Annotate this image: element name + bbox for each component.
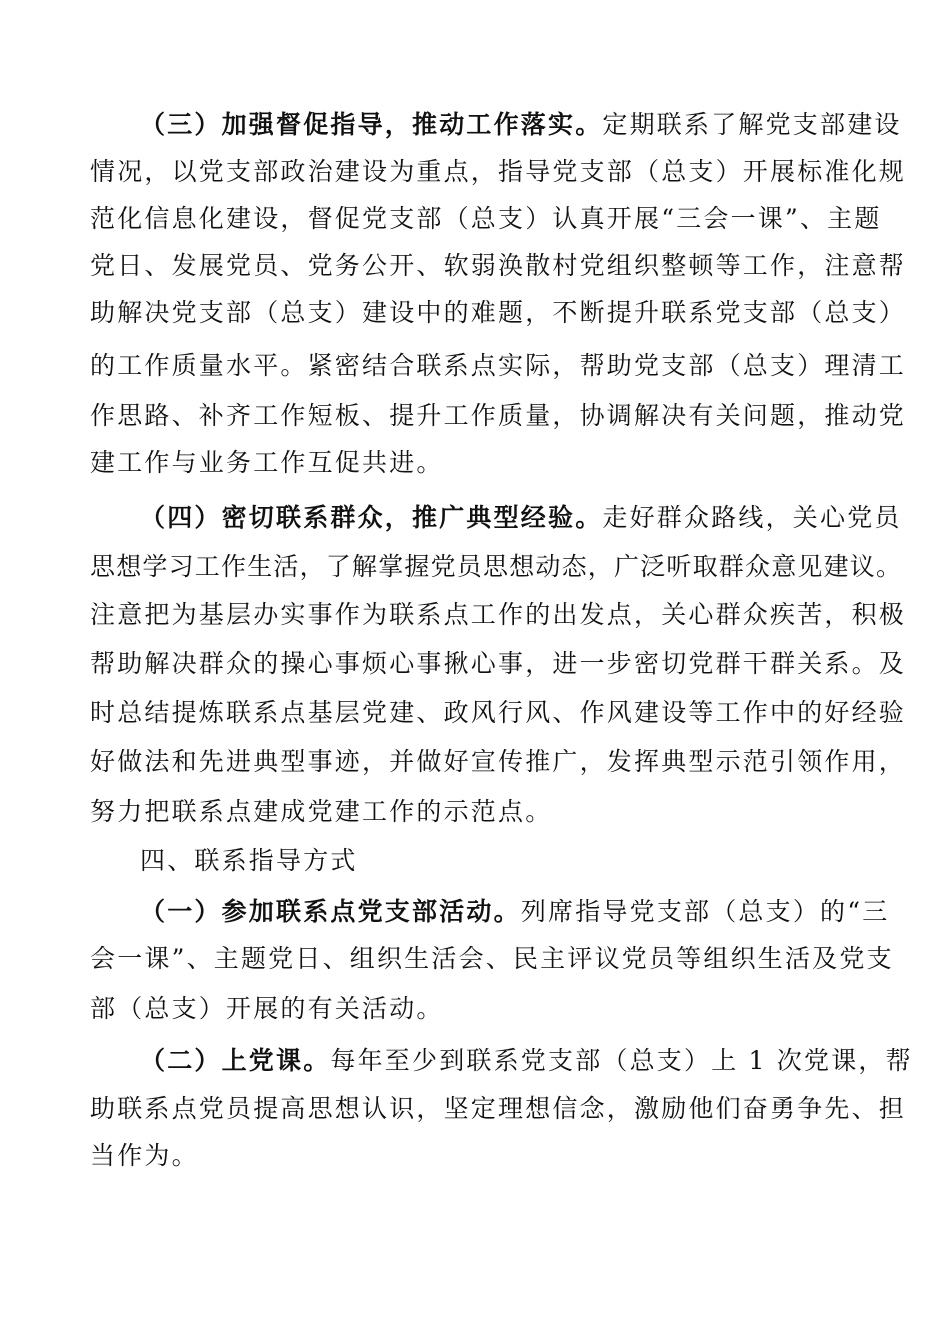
paragraph-line: 助解决党支部（总支）建设中的难题，不断提升联系党支部（总支） bbox=[90, 298, 907, 327]
paragraph-text: 定期联系了解党支部建设 bbox=[602, 110, 902, 139]
paragraph-line: 当作为。 bbox=[90, 1141, 199, 1170]
paragraph-heading: （三）加强督促指导，推动工作落实。 bbox=[140, 110, 603, 139]
paragraph-line: 情况，以党支部政治建设为重点，指导党支部（总支）开展标准化规 bbox=[90, 157, 907, 186]
paragraph-line: 党日、发展党员、党务公开、软弱涣散村党组织整顿等工作，注意帮 bbox=[90, 251, 907, 280]
paragraph-line: 思想学习工作生活，了解掌握党员思想动态，广泛听取群众意见建议。 bbox=[90, 552, 903, 581]
paragraph-line: 注意把为基层办实事作为联系点工作的出发点，关心群众疾苦，积极 bbox=[90, 600, 907, 629]
paragraph-line: 建工作与业务工作互促共进。 bbox=[90, 448, 444, 477]
paragraph-line: 努力把联系点建成党建工作的示范点。 bbox=[90, 797, 553, 826]
section-title: 四、联系指导方式 bbox=[140, 846, 358, 875]
paragraph-line: 部（总支）开展的有关活动。 bbox=[90, 994, 444, 1023]
paragraph-heading: （二）上党课。 bbox=[140, 1046, 331, 1075]
paragraph-heading: （四）密切联系群众，推广典型经验。 bbox=[140, 503, 603, 532]
paragraph-first-line bbox=[140, 495, 930, 541]
paragraph-line: 时总结提炼联系点基层党建、政风行风、作风建设等工作中的好经验 bbox=[90, 698, 907, 727]
paragraph-line: 助联系点党员提高思想认识，坚定理想信念，激励他们奋勇争先、担 bbox=[90, 1094, 907, 1123]
paragraph-text: 列席指导党支部（总支）的“三 bbox=[520, 897, 890, 926]
paragraph-first-line bbox=[140, 889, 930, 935]
paragraph-heading: （一）参加联系点党支部活动。 bbox=[140, 897, 521, 926]
paragraph-first-line bbox=[140, 1038, 930, 1084]
paragraph-text: 每年至少到联系党支部（总支）上 1 次党课，帮 bbox=[330, 1046, 913, 1075]
paragraph-line: 好做法和先进典型事迹，并做好宣传推广，发挥典型示范引领作用， bbox=[90, 747, 907, 776]
paragraph-line: 范化信息化建设，督促党支部（总支）认真开展“三会一课”、主题 bbox=[90, 204, 882, 233]
paragraph-text: 走好群众路线，关心党员 bbox=[602, 503, 902, 532]
paragraph-first-line bbox=[140, 102, 930, 148]
paragraph-line: 帮助解决群众的操心事烦心事揪心事，进一步密切党群干群关系。及 bbox=[90, 649, 907, 678]
paragraph-line: 会一课”、主题党日、组织生活会、民主评议党员等组织生活及党支 bbox=[90, 944, 894, 973]
paragraph-line: 的工作质量水平。紧密结合联系点实际，帮助党支部（总支）理清工 bbox=[90, 351, 907, 380]
paragraph-line: 作思路、补齐工作短板、提升工作质量，协调解决有关问题，推动党 bbox=[90, 401, 907, 430]
